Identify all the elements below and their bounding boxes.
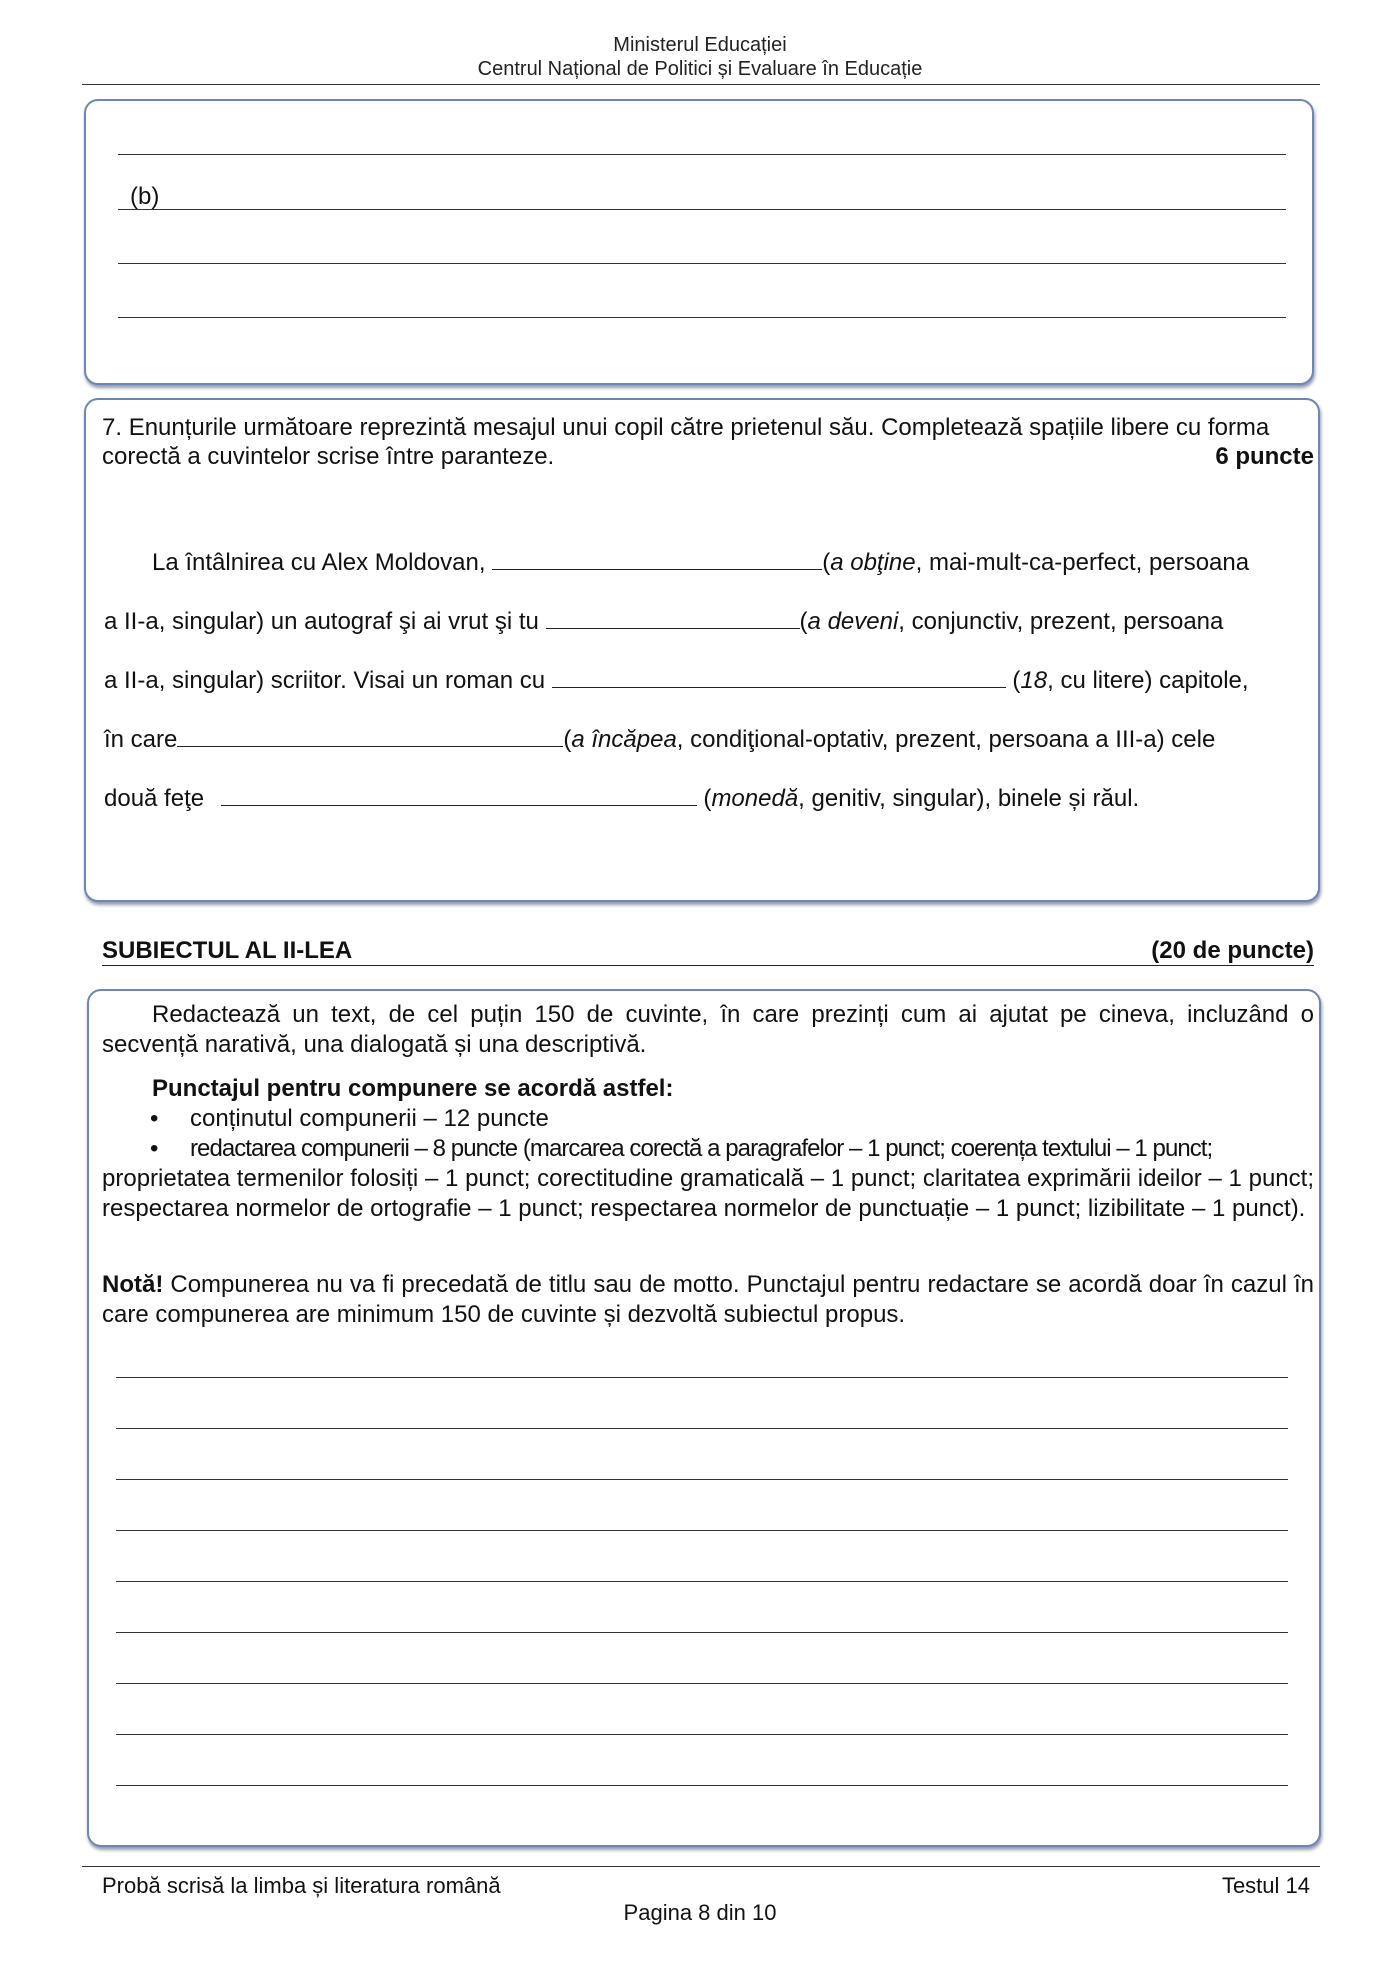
scoring-bullet-2	[150, 1134, 1212, 1164]
q7-row3-hint-rest: , cu litere) capitole,	[1047, 667, 1249, 694]
writing-line[interactable]	[116, 1632, 1288, 1633]
answer-line[interactable]	[118, 154, 1286, 155]
footer-exam-name: Probă scrisă la limba și literatura română	[102, 1873, 501, 1898]
question-7-box	[84, 398, 1320, 902]
q7-row2-hint-rest: , conjunctiv, prezent, persoana	[898, 608, 1224, 635]
q7-row2-text: a II-a, singular) un autograf şi ai vrut şi tu	[104, 608, 539, 635]
q7-points: 6 puncte	[1215, 443, 1314, 470]
q7-instruction-line1	[102, 413, 1314, 443]
bullet-2-text-line1: redactarea compunerii – 8 puncte (marcarea corectă a paragrafelor – 1 punct; coerența textului – 1 punct;	[190, 1135, 1213, 1162]
q7-row1-text: La întâlnirea cu Alex Moldovan,	[152, 549, 486, 576]
writing-line[interactable]	[116, 1734, 1288, 1735]
answer-line[interactable]	[118, 317, 1286, 318]
answer-line[interactable]	[118, 263, 1286, 264]
q7-row1-hint-rest: , mai-mult-ca-perfect, persoana	[915, 549, 1250, 576]
q7-row5-text: două feţe	[104, 785, 205, 812]
blank-a-incapea[interactable]	[177, 724, 563, 747]
writing-line[interactable]	[116, 1683, 1288, 1684]
writing-line[interactable]	[116, 1581, 1288, 1582]
q7-row3-text: a II-a, singular) scriitor. Visai un roman cu	[104, 667, 546, 694]
bullet-dot: •	[150, 1135, 158, 1162]
writing-line[interactable]	[116, 1479, 1288, 1480]
writing-line[interactable]	[116, 1377, 1288, 1378]
bullet-dot: •	[150, 1105, 159, 1132]
subiect-2-title: SUBIECTUL AL II-LEA	[102, 937, 353, 964]
q7-row5-hint-rest: , genitiv, singular), binele și răul.	[798, 785, 1140, 812]
blank-a-deveni[interactable]	[546, 606, 800, 629]
q7-row-5: două feţe (monedă, genitiv, singular), binele și răul.	[104, 785, 1140, 812]
blank-moneda[interactable]	[221, 783, 697, 806]
composition-note	[102, 1270, 1314, 1330]
scoring-bullet-1	[150, 1104, 549, 1134]
subiect-2-heading	[102, 937, 1314, 966]
q7-row4-text: în care	[104, 726, 178, 753]
header-rule	[82, 84, 1320, 85]
scoring-title: Punctajul pentru compunere se acordă astfel:	[152, 1075, 674, 1102]
bullet-1-text: conținutul compunerii – 12 puncte	[190, 1105, 549, 1132]
blank-a-obtine[interactable]	[492, 547, 822, 570]
q7-instruction-text2: corectă a cuvintelor scrise între paranteze.	[102, 443, 555, 470]
answer-line[interactable]	[118, 209, 1286, 210]
q7-row-4: în care (a încăpea, condiţional-optativ, prezent, persoana a III-a) cele	[104, 726, 1216, 753]
note-text: Compunerea nu va fi precedată de titlu sau de motto. Punctajul pentru redactare se acordă doar în cazul în care compunerea are minimum 150 de cuvinte și dezvoltă subiectul propus.	[102, 1271, 1314, 1328]
q7-instruction-line2	[102, 442, 1314, 472]
answer-box-continuation	[84, 99, 1314, 385]
header-ministry: Ministerul Educației	[613, 34, 787, 56]
footer-test-number: Testul 14	[1221, 1873, 1310, 1898]
q7-row-3: a II-a, singular) scriitor. Visai un roman cu (18, cu litere) capitole,	[104, 667, 1249, 694]
q7-instruction-text1: Enunțurile următoare reprezintă mesajul unui copil către prietenul său. Completează spațiile libere cu forma	[128, 414, 1270, 441]
q7-row1-hint: a obţine	[830, 549, 916, 576]
q7-row-1: La întâlnirea cu Alex Moldovan, (a obţine, mai-mult-ca-perfect, persoana	[152, 549, 1250, 576]
footer-page-number: Pagina 8 din 10	[623, 1900, 777, 1925]
writing-line[interactable]	[116, 1785, 1288, 1786]
subiect-2-points: (20 de puncte)	[1151, 937, 1314, 964]
q7-row3-hint: 18	[1020, 667, 1048, 694]
footer-rule	[82, 1866, 1320, 1867]
q7-row4-hint-rest: , condiţional-optativ, prezent, persoana a III-a) cele	[676, 726, 1216, 753]
q7-number: 7.	[102, 414, 123, 441]
q7-row5-hint: monedă	[711, 785, 799, 812]
blank-18[interactable]	[552, 665, 1006, 688]
composition-prompt: Redactează un text, de cel puțin 150 de cuvinte, în care prezinți cum ai ajutat pe cineva, incluzând o secvență narativă, una dialogată și una descriptivă.	[102, 1001, 1314, 1058]
q7-row4-hint: a încăpea	[571, 726, 677, 753]
header-center: Centrul Național de Politici și Evaluare în Educație	[477, 58, 923, 80]
label-b: (b)	[130, 183, 160, 210]
writing-line[interactable]	[116, 1530, 1288, 1531]
scoring-bullet-2-rest: proprietatea termenilor folosiți – 1 punct; corectitudine gramaticală – 1 punct; claritatea exprimării ideilor – 1 punct; respectarea normelor de ortografie – 1 punct; respectarea normelor de punctuație – 1 punct; lizibilitate – 1 punct).	[102, 1165, 1314, 1222]
note-label: Notă!	[102, 1271, 164, 1298]
writing-line[interactable]	[116, 1428, 1288, 1429]
q7-row2-hint: a deveni	[807, 608, 899, 635]
q7-row-2: a II-a, singular) un autograf şi ai vrut şi tu (a deveni, conjunctiv, prezent, persoana	[104, 608, 1224, 635]
